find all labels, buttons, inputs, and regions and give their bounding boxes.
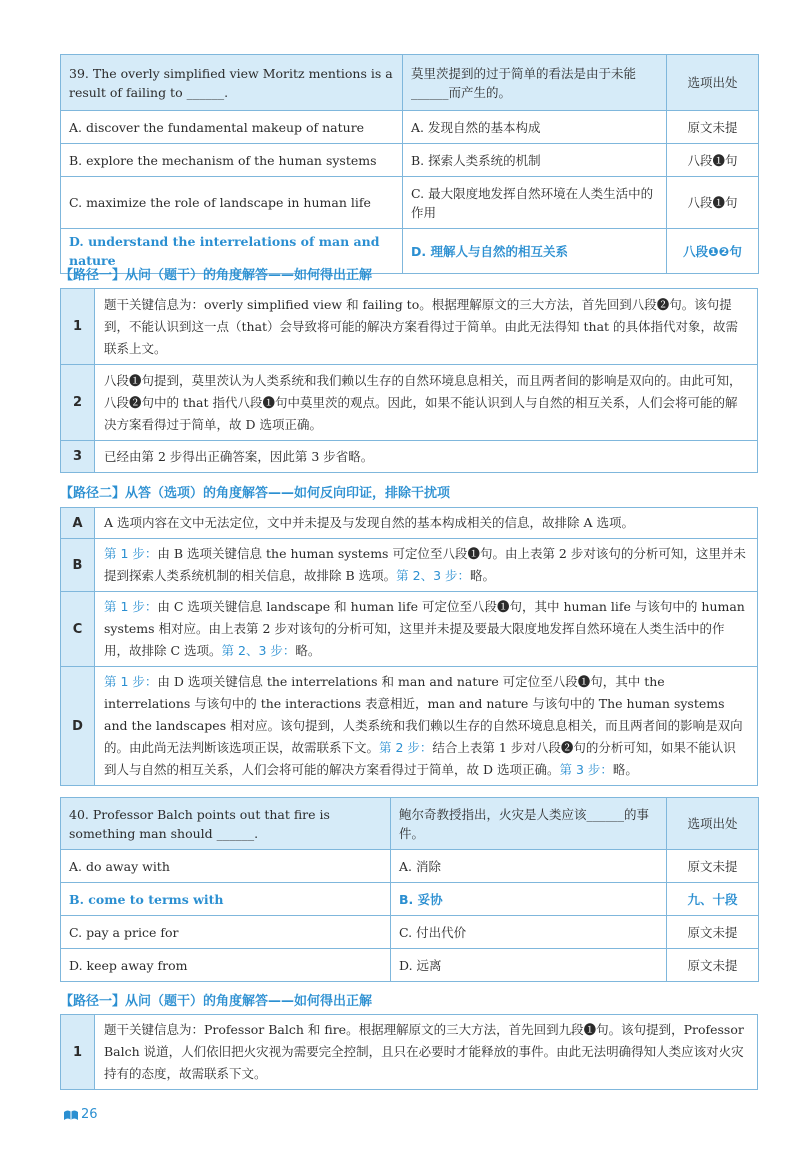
option-c-source: 原文未提 [667, 916, 759, 949]
option-a-source: 原文未提 [667, 111, 759, 144]
option-d-source-correct: 八段❶❷句 [667, 229, 759, 274]
option-key: C [61, 592, 95, 667]
source-column-header: 选项出处 [667, 55, 759, 111]
option-d-zh-correct: D. 理解人与自然的相互关系 [403, 229, 667, 274]
question-39-stem-en: 39. The overly simplified view Moritz mentions is a result of failing to ______. [61, 55, 403, 111]
step-number: 1 [61, 1015, 95, 1090]
option-d-en-correct: D. understand the interrelations of man and nature [61, 229, 403, 274]
step-text: 题干关键信息为：overly simplified view 和 failing to。根据理解原文的三大方法，首先回到八段❷句。该句提到，不能认识到这一点（that）会导致将可能的解决方案看得过于简单。由此无法得知 that 的具体指代对象，故需联系上文。 [95, 289, 758, 365]
option-key: D [61, 667, 95, 786]
step-label: 第 3 步： [559, 762, 613, 777]
option-c-zh: C. 付出代价 [391, 916, 667, 949]
option-analysis [95, 539, 758, 592]
step-text: 略。 [295, 643, 321, 658]
question-40-table [60, 797, 759, 982]
option-b-source: 八段❶句 [667, 144, 759, 177]
option-c-source: 八段❶句 [667, 177, 759, 229]
option-a-en: A. do away with [61, 850, 391, 883]
question-39-table [60, 54, 759, 274]
question-40-stem-en: 40. Professor Balch points out that fire is something man should ______. [61, 798, 391, 850]
option-b-zh: B. 探索人类系统的机制 [403, 144, 667, 177]
option-c-en: C. pay a price for [61, 916, 391, 949]
option-a-zh: A. 消除 [391, 850, 667, 883]
route-one-heading: 【路径一】从问（题干）的角度解答——如何得出正解 [60, 268, 373, 283]
option-c-en: C. maximize the role of landscape in human life [61, 177, 403, 229]
step-text: 八段❶句提到，莫里茨认为人类系统和我们赖以生存的自然环境息息相关，而且两者间的影响是双向的。由此可知，八段❷句中的 that 指代八段❶句中莫里茨的观点。因此，如果不能认识到人与自然的相互关系，人们会将可能的解决方案看得过于简单，故 D 选项正确。 [95, 365, 758, 441]
step-label: 第 1 步： [104, 599, 158, 614]
route-one-heading: 【路径一】从问（题干）的角度解答——如何得出正解 [60, 994, 373, 1009]
step-text: 已经由第 2 步得出正确答案，因此第 3 步省略。 [95, 441, 758, 473]
route-two-heading: 【路径二】从答（选项）的角度解答——如何反向印证，排除干扰项 [60, 486, 451, 501]
option-analysis: A 选项内容在文中无法定位，文中并未提及与发现自然的基本构成相关的信息，故排除 A 选项。 [95, 508, 758, 539]
option-d-source: 原文未提 [667, 949, 759, 982]
option-b-source-correct: 九、十段 [667, 883, 759, 916]
page-number-text: 26 [81, 1107, 98, 1122]
step-number: 3 [61, 441, 95, 473]
question-40-stem-zh: 鲍尔奇教授指出，火灾是人类应该______的事件。 [391, 798, 667, 850]
book-icon [63, 1109, 79, 1121]
option-b-zh-correct: B. 妥协 [391, 883, 667, 916]
route-one-steps-table-40 [60, 1014, 758, 1090]
option-b-en-correct: B. come to terms with [61, 883, 391, 916]
step-text: 结合上表第 1 步对八段❷句的分析可知，如果不能认识到人与自然的相互关系，人们会将可能的解决方案看得过于简单，故 D 选项正确。 [104, 740, 736, 777]
step-number: 1 [61, 289, 95, 365]
option-a-en: A. discover the fundamental makeup of nature [61, 111, 403, 144]
route-two-options-table [60, 507, 758, 786]
option-key: B [61, 539, 95, 592]
option-a-source: 原文未提 [667, 850, 759, 883]
source-column-header: 选项出处 [667, 798, 759, 850]
step-label: 第 1 步： [104, 674, 158, 689]
option-d-zh: D. 远离 [391, 949, 667, 982]
step-label: 第 2 步： [379, 740, 433, 755]
option-a-zh: A. 发现自然的基本构成 [403, 111, 667, 144]
step-label: 第 2、3 步： [221, 643, 296, 658]
page-number [63, 1107, 98, 1122]
option-analysis [95, 667, 758, 786]
option-c-zh: C. 最大限度地发挥自然环境在人类生活中的作用 [403, 177, 667, 229]
question-39-stem-zh: 莫里茨提到的过于简单的看法是由于未能______而产生的。 [403, 55, 667, 111]
step-text: 略。 [470, 568, 496, 583]
step-text: 由 B 选项关键信息 the human systems 可定位至八段❶句。由上表第 2 步对该句的分析可知，这里并未提到探索人类系统机制的相关信息，故排除 B 选项。 [104, 546, 746, 583]
step-text: 由 C 选项关键信息 landscape 和 human life 可定位至八段❶句，其中 human life 与该句中的 human systems 相对应。由上表第 2 步对该句的分析可知，这里并未提及要最大限度地发挥自然环境在人类生活中的作用，故排除 C 选项。 [104, 599, 745, 658]
option-analysis [95, 592, 758, 667]
option-d-en: D. keep away from [61, 949, 391, 982]
step-label: 第 2、3 步： [396, 568, 470, 583]
step-text: 题干关键信息为：Professor Balch 和 fire。根据理解原文的三大方法，首先回到九段❶句。该句提到，Professor Balch 说道，人们依旧把火灾视为需要完全控制，且只在必要时才能释放的事件。由此无法明确得知人类应该对火灾持有的态度，故需联系下文。 [95, 1015, 758, 1090]
step-text: 略。 [612, 762, 638, 777]
step-text: 由 D 选项关键信息 the interrelations 和 man and nature 可定位至八段❶句，其中 the interrelations 与该句中的 the interactions 表意相近，man and nature 与该句中的 The human systems and the landscapes 相对应。该句提到，人类系统和我们赖以生存的自然环境息息相关，而且两者间的影响是双向的。由此尚无法判断该选项正误，故需联系下文。 [104, 674, 743, 755]
option-key: A [61, 508, 95, 539]
step-label: 第 1 步： [104, 546, 158, 561]
route-one-steps-table [60, 288, 758, 473]
step-number: 2 [61, 365, 95, 441]
option-b-en: B. explore the mechanism of the human systems [61, 144, 403, 177]
